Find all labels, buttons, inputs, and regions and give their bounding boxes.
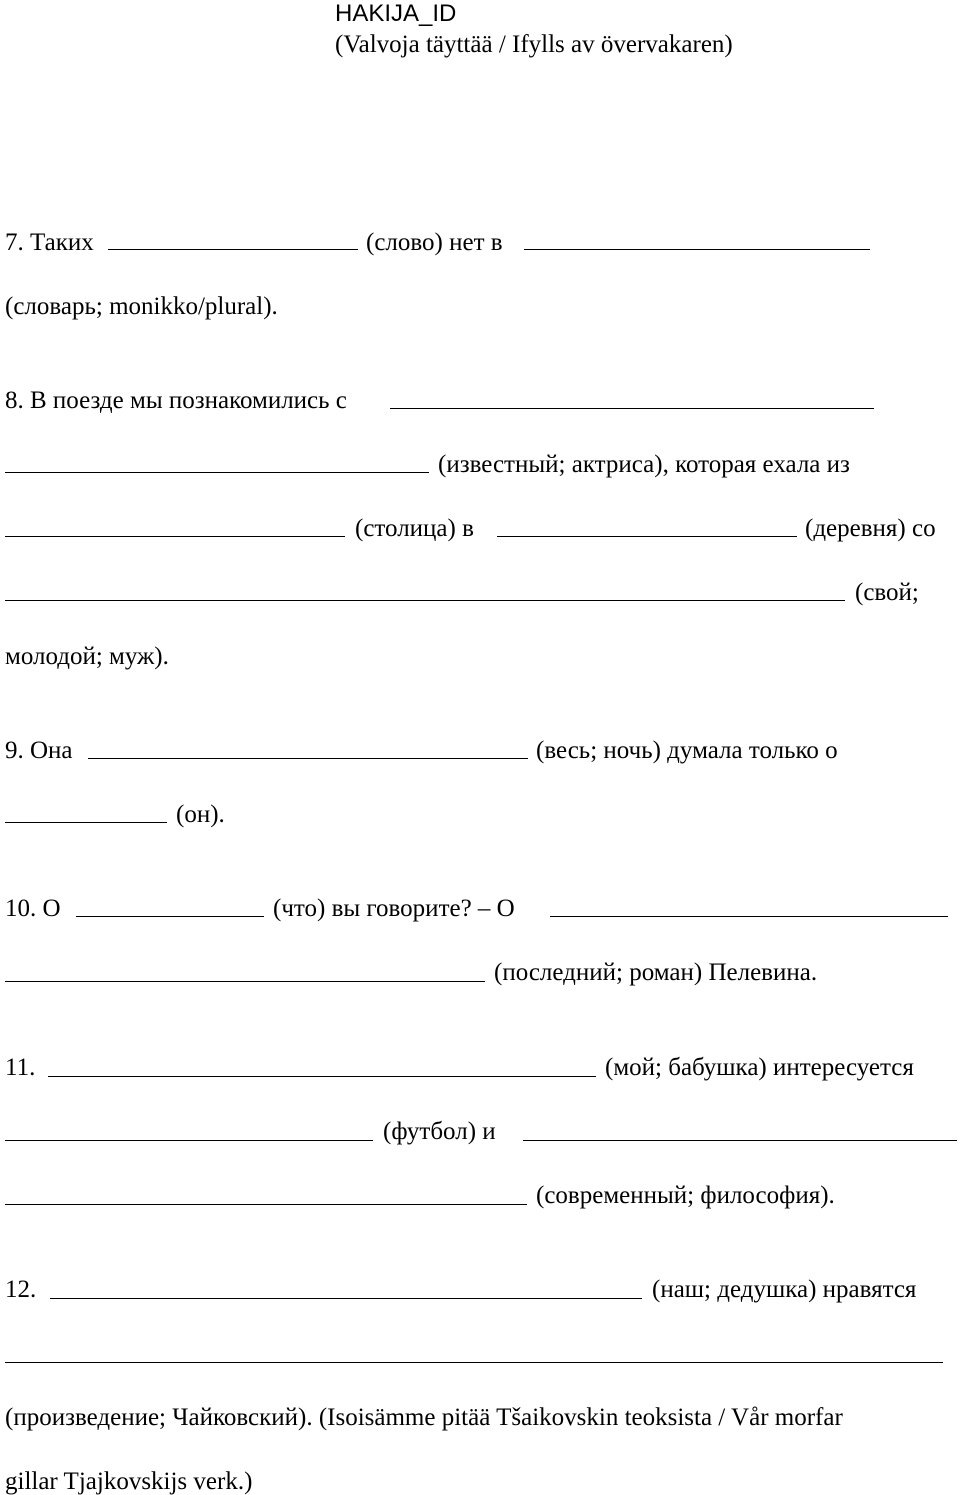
q12-blank-2[interactable] <box>5 1362 943 1363</box>
q11-prompt: 11. <box>5 1054 36 1081</box>
q8-hint-1: (известный; актриса), которая ехала из <box>438 451 850 478</box>
q11-blank-1[interactable] <box>48 1076 596 1077</box>
q9-blank-1[interactable] <box>88 758 528 759</box>
q11-blank-4[interactable] <box>5 1204 527 1205</box>
q9-hint-1: (весь; ночь) думала только о <box>536 737 838 764</box>
q12-blank-1[interactable] <box>50 1298 642 1299</box>
q9-blank-2[interactable] <box>5 822 167 823</box>
supervisor-note: (Valvoja täyttää / Ifylls av övervakaren) <box>335 31 733 58</box>
q8-hint-3: (деревня) со <box>805 515 936 542</box>
applicant-id-label: HAKIJA_ID <box>335 0 457 27</box>
q10-blank-2[interactable] <box>550 916 948 917</box>
q8-prompt: 8. В поезде мы познакомились с <box>5 387 347 414</box>
q8-blank-3[interactable] <box>5 536 345 537</box>
q8-hint-4: (свой; <box>855 579 919 606</box>
q11-blank-2[interactable] <box>5 1140 373 1141</box>
q11-hint-1: (мой; бабушка) интересуется <box>605 1054 914 1081</box>
q12-prompt: 12. <box>5 1276 37 1303</box>
q8-blank-5[interactable] <box>5 600 845 601</box>
q10-blank-1[interactable] <box>76 916 264 917</box>
q7-prompt: 7. Таких <box>5 229 94 256</box>
q8-blank-1[interactable] <box>390 408 874 409</box>
q9-hint-2: (он). <box>176 801 225 828</box>
q10-blank-3[interactable] <box>5 981 485 982</box>
q12-hint-1: (наш; дедушка) нравятся <box>652 1276 917 1303</box>
q12-hint-2: (произведение; Чайковский). (Isoisämme pitää Tšaikovskin teoksista / Vår morfar <box>5 1404 843 1431</box>
q9-prompt: 9. Она <box>5 737 73 764</box>
q8-hint-2: (столица) в <box>355 515 474 542</box>
q7-hint-2: (словарь; monikko/plural). <box>5 293 278 320</box>
q11-hint-3: (современный; философия). <box>536 1182 835 1209</box>
q8-blank-4[interactable] <box>497 536 797 537</box>
q10-hint-2: (последний; роман) Пелевина. <box>494 959 818 986</box>
q7-blank-2[interactable] <box>524 249 870 250</box>
q11-hint-2: (футбол) и <box>383 1118 496 1145</box>
q10-prompt: 10. О <box>5 895 61 922</box>
q8-blank-2[interactable] <box>5 472 429 473</box>
q11-blank-3[interactable] <box>523 1140 957 1141</box>
q7-blank-1[interactable] <box>108 249 358 250</box>
q7-hint-1: (слово) нет в <box>366 229 503 256</box>
q10-hint-1: (что) вы говорите? – О <box>273 895 515 922</box>
q8-hint-5: молодой; муж). <box>5 643 169 670</box>
q12-hint-3: gillar Tjajkovskijs verk.) <box>5 1468 253 1495</box>
